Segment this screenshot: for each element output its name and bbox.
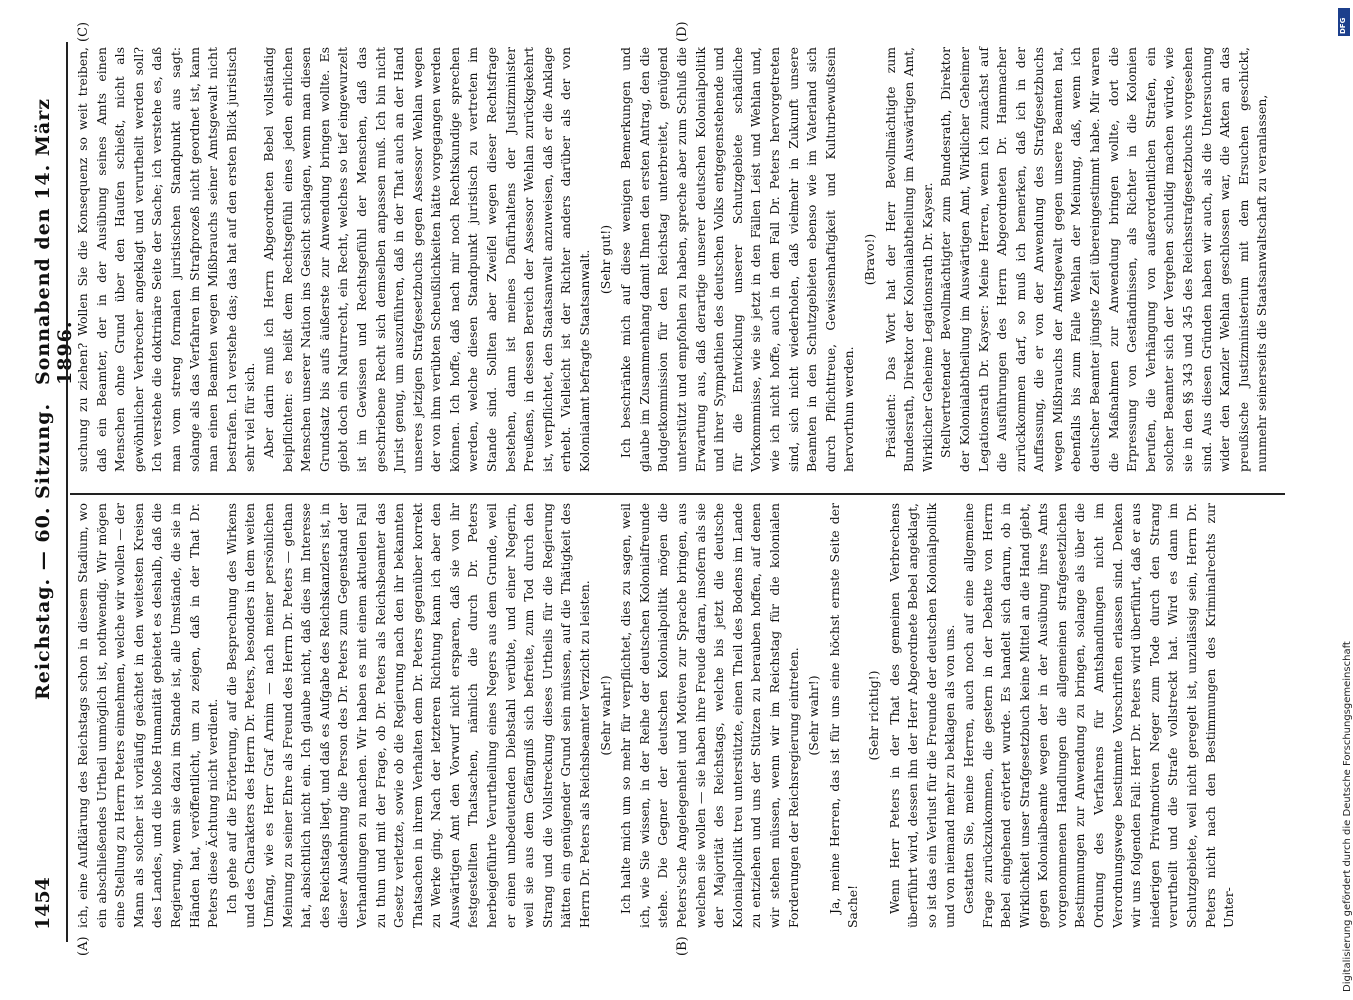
speaker-paragraph: Präsident: Das Wort hat der Herr Bevollmächtigte zum Bundesrath, Direktor der Kolonialabtheilung im Auswärtigen Amt, Wirklicher Geheime Legationsrath Dr. Kayser.: [882, 47, 935, 472]
interjection: (Sehr gut!): [597, 224, 613, 295]
session-date: Sonnabend den 14. März 1896.: [32, 97, 76, 385]
paragraph: Ich halte mich um so mehr für verpflichtet, dies zu sagen, weil ich, wie Sie wissen, in der Reihe der deutschen Kolonialfreunde stehe. Die Gegner der deutschen Kolonialpolitik mögen die Peters'sche Angelegenheit und Motiven zur Sprache bringen, aus welchen sie wollen — sie haben ihre Freude daran, insofern als sie der Majorität des Reichstags, welche bis jetzt die deutsche Kolonialpolitik treu unterstützte, einen Theil des Bodens im Lande zu entziehen und uns der Stützen zu berauben hoffen, auf denen wir stehen müssen, wenn wir im Reichstag für die kolonialen Forderungen der Reichsregierung eintreten.: [618, 503, 801, 928]
column-divider: [70, 493, 1285, 495]
funding-note-text: Digitalisierung gefördert durch die Deutsche Forschungsgemeinschaft: [1342, 641, 1353, 992]
funding-note: [1342, 12, 1353, 992]
interjection: (Sehr wahr!): [597, 675, 613, 756]
left-column: [74, 503, 1239, 928]
margin-mark-a: (A): [76, 936, 91, 956]
interjection: (Bravo!): [861, 233, 877, 286]
session-title: Reichstag. — 60. Sitzung.: [32, 402, 54, 700]
paragraph: Ich gehe auf die Erörterung, auf die Besprechung des Wirkens und des Charakters des Herrn Dr. Peters, besonders in dem weiten Umfang, wie es Herr Graf Arnim — nach meiner persönlichen Meinung zu seiner Ehre als Freund des Herrn Dr. Peters — gethan hat, absichtlich nicht ein. Ich glaube nicht, daß dies im Interesse des Reichstags liegt, und daß es Aufgabe des Reichskanzlers ist, in dieser Ausdehnung die Person des Dr. Peters zum Gegenstand der Verhandlungen zu machen. Wir haben es mit einem aktuellen Fall zu thun und mit der Frage, ob Dr. Peters als Reichsbeamter das Gesetz verletzte, sowie ob die Regierung nach den ihr bekannten Thatsachen in ihrem Verhalten dem Dr. Peters gegenüber korrekt zu Werke ging. Nach der letzteren Richtung kann ich aber den Auswärtigen Amt den Vorwurf nicht ersparen, daß sie von ihr festgestellten Thatsachen, nämlich die durch Dr. Peters herbeigeführte Verurtheilung eines Negers aus dem Grunde, weil er einen unbedeutenden Diebstahl verübte, und einer Negerin, weil sie aus dem Gefängniß sich befreite, zum Tod durch den Strang und die Vollstreckung dieses Urtheils für die Regierung hätten ein genügender Grund sein müssen, auf die Thätigkeit des Herrn Dr. Peters als Reichsbeamter Verzicht zu leisten.: [223, 503, 593, 928]
paragraph: Wenn Herr Peters in der That des gemeinen Verbrechens überführt wird, dessen ihn der Herr Abgeordnete Bebel angeklagt, so ist das ein Verlust für die Freunde der deutschen Kolonialpolitik und von niemand mehr zu beklagen als von uns.: [886, 503, 958, 928]
paragraph: Ich beschränke mich auf diese wenigen Bemerkungen und glaube im Zusammenhang damit Ihnen den ersten Antrag, den die Budgetkommission für den Reichstag unterbreitet, genügend unterstützt und empfohlen zu haben, spreche aber zum Schluß die Erwartung aus, daß derartige unserer deutschen Kolonialpolitik und ihrer Sympathien des deutschen Volks entgegenstehende und für die Entwicklung unserer Schutzgebiete schädliche Vorkommnisse, wie sie jetzt in den Fällen Leist und Wehlan und, wie ich nicht hoffe, auch in dem Fall Dr. Peters hervorgetreten sind, sich nicht wiederholen, daß vielmehr in Zukunft unsere Beamten in den Schutzgebieten ebenso wie im Vaterland sich durch Pflichttreue, Gewissenhaftigkeit und Kulturbewußtsein hervorthun werden.: [618, 47, 857, 472]
right-column: [74, 47, 1272, 472]
interjection: (Sehr wahr!): [806, 675, 822, 756]
interjection: (Sehr richtig!): [865, 670, 881, 761]
margin-mark-d: (D): [675, 21, 690, 42]
rotated-page: [10, 0, 1300, 1000]
header-rule: [66, 42, 68, 942]
paragraph: ich, eine Aufklärung des Reichstags schon in diesem Stadium, wo ein abschließendes Urtheil unmöglich ist, nothwendig. Wir mögen eine Stellung zu Herrn Peters einnehmen, welche wir wollen — der Mann als solcher ist vorläufig geächtet in den weitesten Kreisen des Landes, und die bloße Humanität gebietet es deshalb, daß die Regierung, wenn sie dazu im Stande ist, alle Umstände, die sie in Händen hat, veröffentlicht, um zu zeigen, daß in der That Dr. Peters diese Ächtung nicht verdient.: [75, 503, 221, 928]
paragraph: Gestatten Sie, meine Herren, auch noch auf eine allgemeine Frage zurückzukommen, die gestern in der Debatte von Herrn Bebel eingehend erörtert wurde. Es handelt sich darum, ob in Wirklichkeit unser Strafgesetzbuch keine Mittel an die Hand giebt, gegen Kolonialbeamte wegen der in der Ausübung ihres Amts vorgenommenen Handlungen die allgemeinen strafgesetzlichen Bestimmungen zur Anwendung zu bringen, solange als über die Ordnung des Verfahrens für Amtshandlungen nicht im Verordnungswege bestimmte Vorschriften erlassen sind. Denken wir uns folgenden Fall: Herr Dr. Peters wird überführt, daß er aus niederigen Privatmotiven Neger zum Tode durch den Strang verurtheilt und die Strafe vollstreckt hat. Wird es dann im Schutzgebiete, weil nicht geregelt ist, unzulässig sein, Herrn Dr. Peters nicht nach den Bestimmungen des Kriminalrechts zur Unter-: [960, 503, 1237, 928]
margin-mark-b: (B): [675, 936, 690, 956]
page-number: 1454: [32, 877, 54, 930]
paragraph: Aber darin muß ich Herrn Abgeordneten Bebel vollständig beipflichten: es heißt dem Rechtsgefühl eines jeden ehrlichen Menschen unserer Nation ins Gesicht schlagen, wenn man diesen Grundsatz bis aufs äußerste zur Anwendung bringen wollte. Es giebt doch ein Naturrecht, ein Recht, welches so tief eingewurzelt ist im Gewissen und Rechtsgefühl der Menschen, daß das geschriebene Recht sich demselben anpassen muß. Ich bin nicht Jurist genug, um auszuführen, daß in der That auch an der Hand unseres jetzigen Strafgesetzbuchs gegen Assessor Wehlan wegen der von ihm verübten Scheußlichkeiten hätte vorgegangen werden können. Ich hoffe, daß nach mir noch Rechtskundige sprechen werden, welche diesen Standpunkt juristisch zu vertreten im Stande sind. Sollten aber Zweifel wegen dieser Rechtsfrage bestehen, dann ist meines Dafürhaltens der Justizminister Preußens, in dessen Bereich der Assessor Wehlan zurückgekehrt ist, verpflichtet, den Staatsanwalt anzuweisen, daß er die Anklage erhebt. Vielleicht ist der Richter anders darüber als der von Kolonialamt befragte Staatsanwalt.: [260, 47, 593, 472]
logo-text: DFG: [1339, 17, 1347, 34]
page-header: [28, 50, 76, 930]
paragraph: suchung zu ziehen? Wollen Sie die Konsequenz so weit treiben, daß ein Beamter, der in der Ausübung seines Amts einen Menschen ohne Grund über den Haufen schießt, nicht als gewöhnlicher Verbrecher angeklagt und verurtheilt werden soll? Ich verstehe die doktrinäre Seite der Sache; ich verstehe es, daß man vom streng formalen juristischen Standpunkt aus sagt: solange als das Verfahren im Strafprozeß nicht geordnet ist, kann man einen Beamten wegen Mißbrauchs seiner Amtsgewalt nicht bestrafen. Ich verstehe das; das hat auf den ersten Blick juristisch sehr viel für sich.: [75, 47, 258, 472]
speaker-paragraph: Stellvertretender Bevollmächtigter zum Bundesrath, Direktor der Kolonialabtheilung im Auswärtigen Amt, Wirklicher Geheimer Legationsrath Dr. Kayser: Meine Herren, wenn ich zunächst auf die Ausführungen des Herrn Abgeordneten Dr. Hammacher zurückkommen darf, so muß ich bemerken, daß ich in der Auffassung, die er von der Anwendung des Strafgesetzbuchs wegen Mißbrauchs der Amtsgewalt gegen unsere Beamten hat, ebenfalls bis zum Falle Wehlan der Meinung, daß, wenn ich deutscher Beamter jüngste Zeit übereingestimmt habe. Mir waren die Maßnahmen zur Anwendung bringen wollte, dort die Erpressung von Geständnissen, als Richter in die Kolonien berufen, die Verhängung von außerordentlichen Strafen, ein solcher Beamter sich der Vergehen schuldig machen würde, wie sie in den §§ 343 und 345 des Reichsstrafgesetzbuchs vorgesehen sind. Aus diesen Gründen haben wir auch, als die Untersuchung wider den Kanzler Wehlan geschlossen war, die Akten an das preußische Justizministerium mit dem Ersuchen geschickt, nunmehr seinerseits die Staatsanwaltschaft zu veranlassen,: [938, 47, 1270, 472]
paragraph: Ja, meine Herren, das ist für uns eine höchst ernste Seite der Sache!: [826, 503, 861, 928]
margin-mark-c: (C): [76, 21, 91, 42]
